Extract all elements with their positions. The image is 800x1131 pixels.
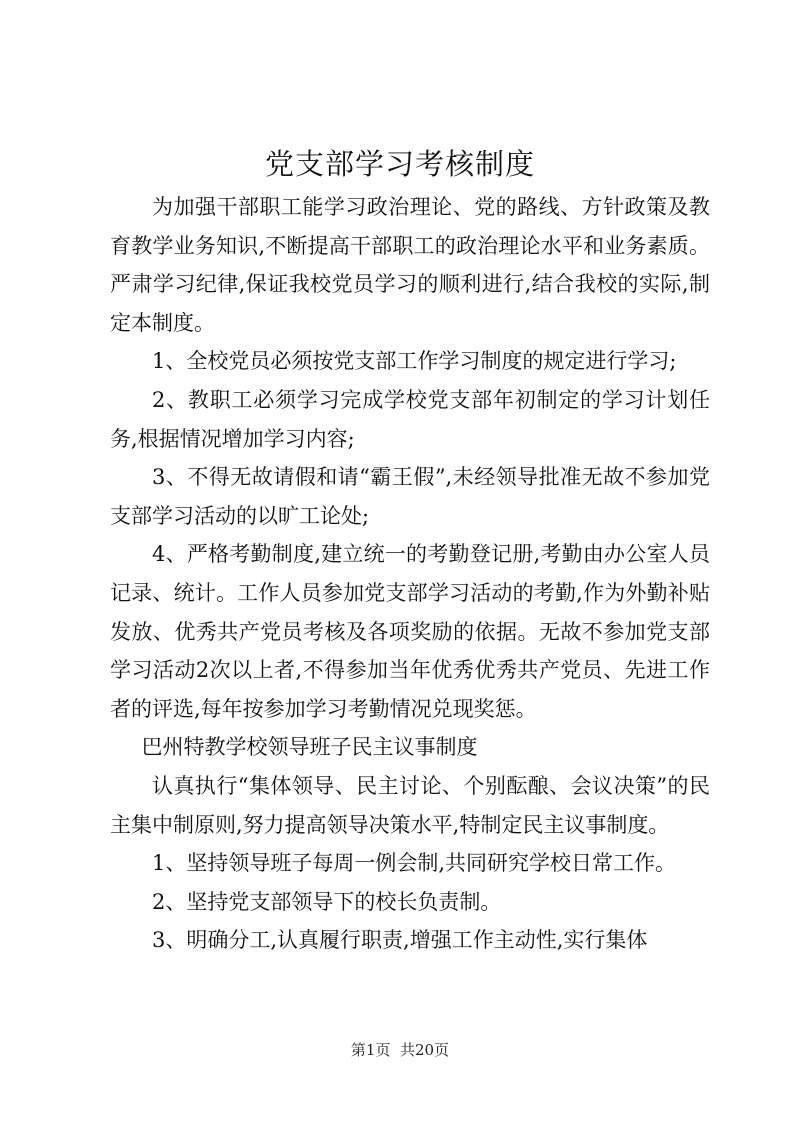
page-footer [0, 1040, 800, 1060]
document-body [110, 188, 710, 960]
rule-item-1: 1、全校党员必须按党支部工作学习制度的规定进行学习; [152, 349, 677, 374]
page-title: 党支部学习考核制度 [264, 147, 535, 181]
rule-item-3: 3、不得无故请假和请“霸王假”,未经领导批准无故不参加党支部学习活动的以旷工论处; [110, 465, 710, 528]
rule-item-2: 2、教职工必须学习完成学校党支部年初制定的学习计划任务,根据情况增加学习内容; [110, 387, 710, 451]
page-number: 第1页 共20页 [350, 1041, 450, 1059]
section-item-1: 1、坚持领导班子每周一例会制,共同研究学校日常工作。 [152, 851, 677, 876]
section-item-3: 3、明确分工,认真履行职责,增强工作主动性,实行集体 [152, 928, 648, 953]
section-intro-paragraph: 认真执行“集体领导、民主讨论、个别酝酿、会议决策”的民主集中制原则,努力提高领导决策水平,特制定民主议事制度。 [110, 773, 710, 837]
rule-item-4: 4、严格考勤制度,建立统一的考勤登记册,考勤由办公室人员记录、统计。工作人员参加党支部学习活动的考勤,作为外勤补贴发放、优秀共产党员考核及各项奖励的依据。无故不参加党支部学习活动2次以上者,不得参加当年优秀优秀共产党员、先进工作者的评选,每年按参加学习考勤情况兑现奖惩。 [110, 542, 710, 721]
section-heading: 巴州特教学校领导班子民主议事制度 [141, 735, 478, 760]
section-item-2: 2、坚持党支部领导下的校长负责制。 [152, 889, 502, 914]
intro-paragraph: 为加强干部职工能学习政治理论、党的路线、方针政策及教育教学业务知识,不断提高干部职工的政治理论水平和业务素质。严肃学习纪律,保证我校党员学习的顺利进行,结合我校的实际,制定本制度。 [110, 195, 710, 335]
